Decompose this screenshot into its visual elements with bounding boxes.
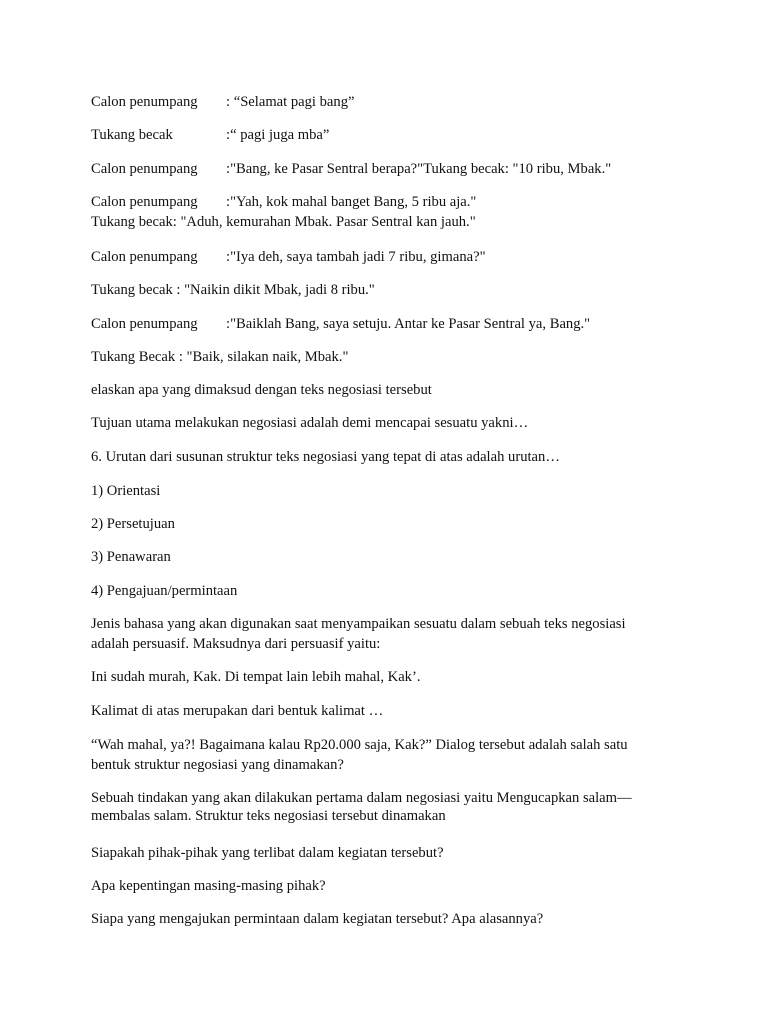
colon: : (226, 161, 231, 177)
dialogue-line-6 (91, 249, 486, 266)
speaker-label: Calon penumpang (91, 194, 198, 210)
colon: : (226, 94, 231, 110)
colon: : (226, 249, 231, 265)
question-6: Kalimat di atas merupakan dari bentuk kalimat … (91, 703, 384, 719)
speaker-label: Calon penumpang (91, 94, 198, 110)
question-5: Ini sudah murah, Kak. Di tempat lain lebih mahal, Kak’. (91, 669, 421, 685)
question-4-line-2: adalah persuasif. Maksudnya dari persuasif yaitu: (91, 636, 381, 652)
speaker-label: Tukang becak (91, 127, 173, 143)
question-7-line-1: “Wah mahal, ya?! Bagaimana kalau Rp20.000 saja, Kak?” Dialog tersebut adalah salah satu (91, 737, 628, 753)
dialogue-line-2 (91, 127, 329, 144)
utterance: "Yah, kok mahal banget Bang, 5 ribu aja." (230, 194, 477, 210)
dialogue-line-7: Tukang becak : "Naikin dikit Mbak, jadi 8 ribu." (91, 282, 375, 298)
question-8-line-2: membalas salam. Struktur teks negosiasi tersebut dinamakan (91, 808, 446, 824)
colon: : (226, 316, 231, 332)
utterance: "Bang, ke Pasar Sentral berapa?"Tukang becak: "10 ribu, Mbak." (230, 161, 612, 177)
dialogue-line-8 (91, 316, 590, 333)
utterance: "Baiklah Bang, saya setuju. Antar ke Pasar Sentral ya, Bang." (230, 316, 591, 332)
speaker-label: Calon penumpang (91, 249, 198, 265)
question-8-line-1: Sebuah tindakan yang akan dilakukan pertama dalam negosiasi yaitu Mengucapkan salam— (91, 790, 632, 806)
colon: : (226, 127, 231, 143)
question-9: Siapakah pihak-pihak yang terlibat dalam kegiatan tersebut? (91, 845, 444, 861)
speaker-label: Calon penumpang (91, 316, 198, 332)
dialogue-line-9: Tukang Becak : "Baik, silakan naik, Mbak." (91, 349, 349, 365)
utterance: “ pagi juga mba” (230, 127, 330, 143)
utterance: “Selamat pagi bang” (230, 94, 355, 110)
option-4: 4) Pengajuan/permintaan (91, 583, 238, 599)
dialogue-line-3 (91, 161, 611, 178)
question-3: 6. Urutan dari susunan struktur teks negosiasi yang tepat di atas adalah urutan… (91, 449, 560, 465)
speaker-label: Calon penumpang (91, 161, 198, 177)
question-11: Siapa yang mengajukan permintaan dalam kegiatan tersebut? Apa alasannya? (91, 911, 544, 927)
option-2: 2) Persetujuan (91, 516, 175, 532)
option-3: 3) Penawaran (91, 549, 171, 565)
dialogue-line-1 (91, 94, 354, 111)
dialogue-line-4 (91, 194, 476, 211)
option-1: 1) Orientasi (91, 483, 161, 499)
question-1: elaskan apa yang dimaksud dengan teks negosiasi tersebut (91, 382, 432, 398)
question-7-line-2: bentuk struktur negosiasi yang dinamakan? (91, 757, 344, 773)
dialogue-line-5: Tukang becak: "Aduh, kemurahan Mbak. Pasar Sentral kan jauh." (91, 214, 476, 230)
question-4-line-1: Jenis bahasa yang akan digunakan saat menyampaikan sesuatu dalam sebuah teks negosiasi (91, 616, 626, 632)
question-10: Apa kepentingan masing-masing pihak? (91, 878, 326, 894)
utterance: "Iya deh, saya tambah jadi 7 ribu, gimana?" (230, 249, 486, 265)
colon: : (226, 194, 231, 210)
question-2: Tujuan utama melakukan negosiasi adalah demi mencapai sesuatu yakni… (91, 415, 529, 431)
